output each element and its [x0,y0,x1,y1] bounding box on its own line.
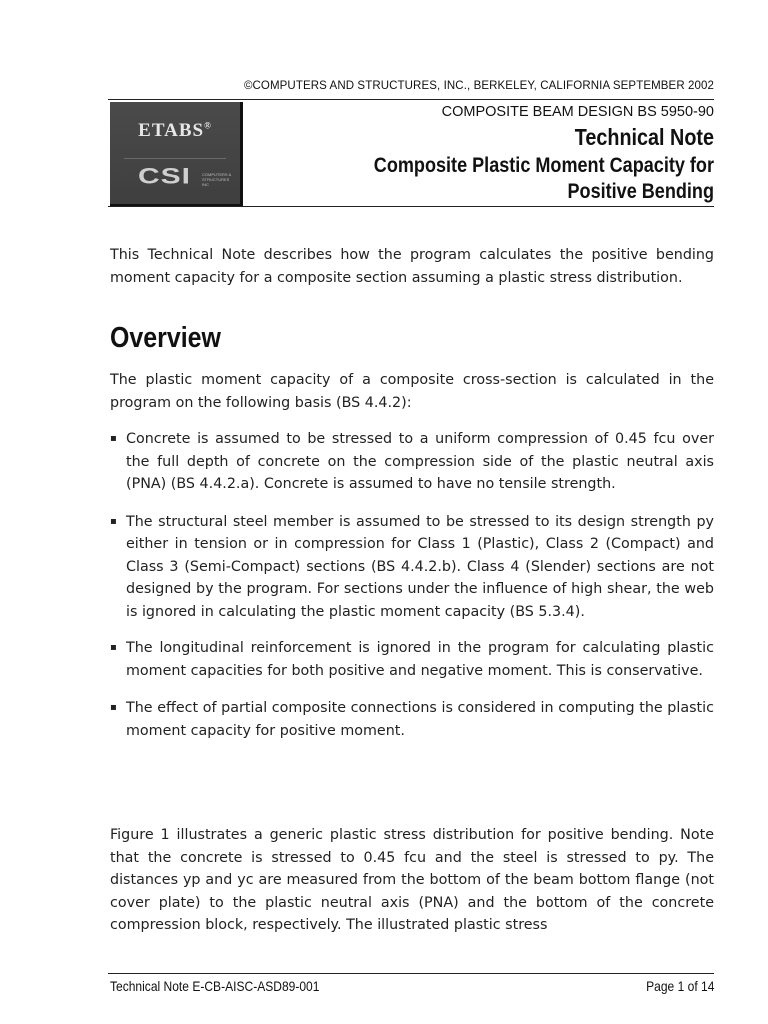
csi-logo-tagline: COMPUTERS & STRUCTURES INC [202,172,232,187]
bullet-item: ▪ Concrete is assumed to be stressed to a uniform compression of 0.45 fcu over the full depth of concrete on the compression side of the plastic neutral axis (PNA) (BS 4.4.2.a). Concrete is assumed to have no tensile strength. [110,428,714,496]
bullet-item: ▪ The structural steel member is assumed to be stressed to its design strength py either in tension or in compression for Class 1 (Plastic), Class 2 (Compact) and Class 3 (Semi-Compact) sections (BS 4.4.2.b). Class 4 (Slender) sections are not designed by the program. For sections under the influence of high shear, the web is ignored in calculating the plastic moment capacity (BS 5.3.4). [110,511,714,624]
title-line-3: Positive Bending [567,180,714,203]
series-code: BS 5950-90 [637,104,714,120]
csi-logo-text: CSI [138,164,192,189]
overview-paragraph: The plastic moment capacity of a composite cross-section is calculated in the program on the following basis (BS 4.4.2): [110,372,714,411]
etabs-logo-text: ETABS® [138,120,212,141]
title-line-2: Composite Plastic Moment Capacity for [373,154,714,177]
header-bottom-rule [108,206,714,207]
intro-paragraph: This Technical Note describes how the program calculates the positive bending moment capacity for a composite section assuming a plastic stress distribution. [110,247,714,286]
basis-bullet-list [110,428,714,757]
header-top-rule [108,99,714,100]
footer-rule [108,973,714,974]
section-heading-overview: Overview [110,322,221,354]
footer-document-id: Technical Note E-CB-AISC-ASD89-001 [110,978,320,994]
document-series [250,104,714,120]
series-prefix: COMPOSITE BEAM DESIGN [441,104,634,120]
etabs-csi-logo [110,102,243,207]
bullet-marker: ▪ [110,642,117,653]
bullet-item: ▪ The longitudinal reinforcement is ignored in the program for calculating plastic moment capacities for both positive and negative moment. This is conservative. [110,637,714,682]
footer-page-number: Page 1 of 14 [645,978,714,994]
logo-divider [124,158,226,159]
title-technical-note: Technical Note [574,124,714,150]
bullet-marker: ▪ [110,702,117,713]
bullet-marker: ▪ [110,515,117,527]
bullet-item: ▪ The effect of partial composite connections is considered in computing the plastic moment capacity for positive moment. [110,697,714,742]
figure-description-paragraph: Figure 1 illustrates a generic plastic stress distribution for positive bending. Note that the concrete is stressed to 0.45 fcu and the steel is stressed to py. The distances yp and yc are measured from the bottom of the beam bottom flange (not cover plate) to the plastic neutral axis (PNA) and the bottom of the concrete compression block, respectively. The illustrated plastic stress [110,827,714,933]
bullet-marker: ▪ [110,433,117,444]
copyright-line: ©COMPUTERS AND STRUCTURES, INC., BERKELEY, CALIFORNIA SEPTEMBER 2002 [243,80,714,92]
